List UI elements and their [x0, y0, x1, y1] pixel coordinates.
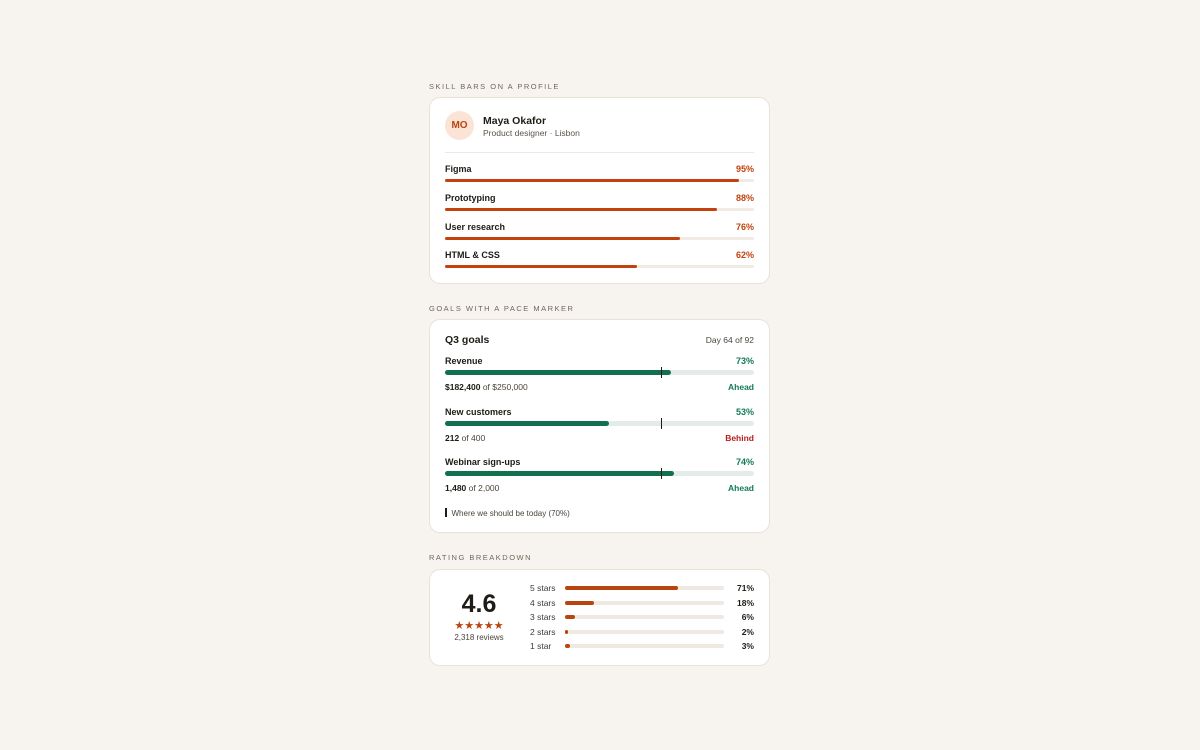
rating-track: [565, 630, 724, 634]
rating-track: [565, 644, 724, 648]
skill-label: Prototyping: [445, 193, 496, 203]
rating-label: 4 stars: [530, 598, 556, 608]
goal-track: [445, 471, 754, 476]
skill-label: User research: [445, 222, 506, 232]
rating-row-3: [530, 612, 754, 624]
skill-percent: 95%: [735, 164, 754, 174]
pace-marker: [661, 367, 663, 378]
goal-fill: [445, 471, 674, 476]
skill-fill: [445, 265, 637, 268]
goal-value: [445, 433, 485, 443]
skill-label: Figma: [445, 164, 472, 174]
rating-fill: [565, 644, 570, 648]
pace-legend-text: Where we should be today (70%): [451, 509, 570, 518]
pace-legend-marker: [445, 508, 447, 517]
rating-card: [429, 569, 770, 666]
day-counter: Day 64 of 92: [705, 335, 754, 345]
goal-label: Webinar sign-ups: [445, 457, 521, 467]
rating-label: 1 star: [530, 641, 552, 651]
rating-percent: 18%: [736, 598, 754, 608]
rating-fill: [565, 586, 678, 590]
divider: [445, 152, 754, 153]
skill-row-figma: [445, 164, 754, 184]
review-count: 2,318 reviews: [454, 633, 504, 642]
goal-amount: $182,400: [445, 382, 481, 392]
rating-percent: 2%: [741, 627, 754, 637]
skill-percent: 62%: [735, 250, 754, 260]
skill-track: [445, 265, 754, 268]
skill-fill: [445, 237, 680, 240]
goal-track: [445, 370, 754, 375]
rating-row-2: [530, 627, 754, 639]
rating-label: 3 stars: [530, 612, 556, 622]
goal-label: New customers: [445, 407, 512, 417]
rating-fill: [565, 630, 568, 634]
section-label-goals: GOALS WITH A PACE MARKER: [429, 304, 575, 313]
profile-card: [429, 97, 770, 284]
pace-marker: [661, 468, 663, 479]
rating-score: 4.6: [461, 590, 497, 618]
pace-legend: [445, 508, 570, 518]
goal-amount: 1,480: [445, 483, 467, 493]
rating-percent: 6%: [741, 612, 754, 622]
skill-row-user-research: [445, 222, 754, 242]
rating-track: [565, 601, 724, 605]
goal-percent: 73%: [735, 356, 754, 366]
goals-title: Q3 goals: [445, 334, 490, 346]
profile-subtitle: Product designer · Lisbon: [483, 128, 580, 138]
skill-track: [445, 237, 754, 240]
goal-row-new-customers: [445, 407, 754, 451]
goal-percent: 74%: [735, 457, 754, 467]
skill-percent: 88%: [735, 193, 754, 203]
goal-target: of $250,000: [482, 382, 528, 392]
skill-percent: 76%: [735, 222, 754, 232]
rating-row-1: [530, 641, 754, 653]
goal-row-revenue: [445, 356, 754, 400]
goal-target: of 2,000: [468, 483, 500, 493]
section-label-skills: SKILL BARS ON A PROFILE: [429, 82, 560, 91]
goals-card: [429, 319, 770, 533]
goal-target: of 400: [461, 433, 486, 443]
goal-value: [445, 483, 499, 493]
rating-track: [565, 586, 724, 590]
goal-track: [445, 421, 754, 426]
profile-name: Maya Okafor: [483, 115, 547, 127]
rating-row-4: [530, 598, 754, 610]
skill-row-html-css: [445, 250, 754, 270]
skill-track: [445, 179, 754, 182]
rating-fill: [565, 601, 594, 605]
skill-row-prototyping: [445, 193, 754, 213]
goal-percent: 53%: [735, 407, 754, 417]
rating-percent: 71%: [736, 583, 754, 593]
skill-label: HTML & CSS: [445, 250, 500, 260]
rating-row-5: [530, 583, 754, 595]
skill-fill: [445, 179, 739, 182]
star-rating-icon: ★★★★★: [454, 620, 504, 632]
status-badge: Ahead: [728, 483, 754, 493]
rating-label: 5 stars: [530, 583, 556, 593]
goal-amount: 212: [445, 433, 460, 443]
goal-value: [445, 382, 528, 392]
pace-marker: [661, 418, 663, 429]
goal-fill: [445, 421, 609, 426]
rating-fill: [565, 615, 575, 619]
section-label-rating: RATING BREAKDOWN: [429, 553, 533, 562]
goal-fill: [445, 370, 671, 375]
status-badge: Ahead: [728, 382, 754, 392]
rating-percent: 3%: [741, 641, 754, 651]
avatar: MO: [445, 111, 474, 140]
status-badge: Behind: [725, 433, 754, 443]
skill-fill: [445, 208, 717, 211]
goal-label: Revenue: [445, 356, 483, 366]
skill-track: [445, 208, 754, 211]
rating-label: 2 stars: [530, 627, 556, 637]
goal-row-webinar-signups: [445, 457, 754, 501]
rating-track: [565, 615, 724, 619]
